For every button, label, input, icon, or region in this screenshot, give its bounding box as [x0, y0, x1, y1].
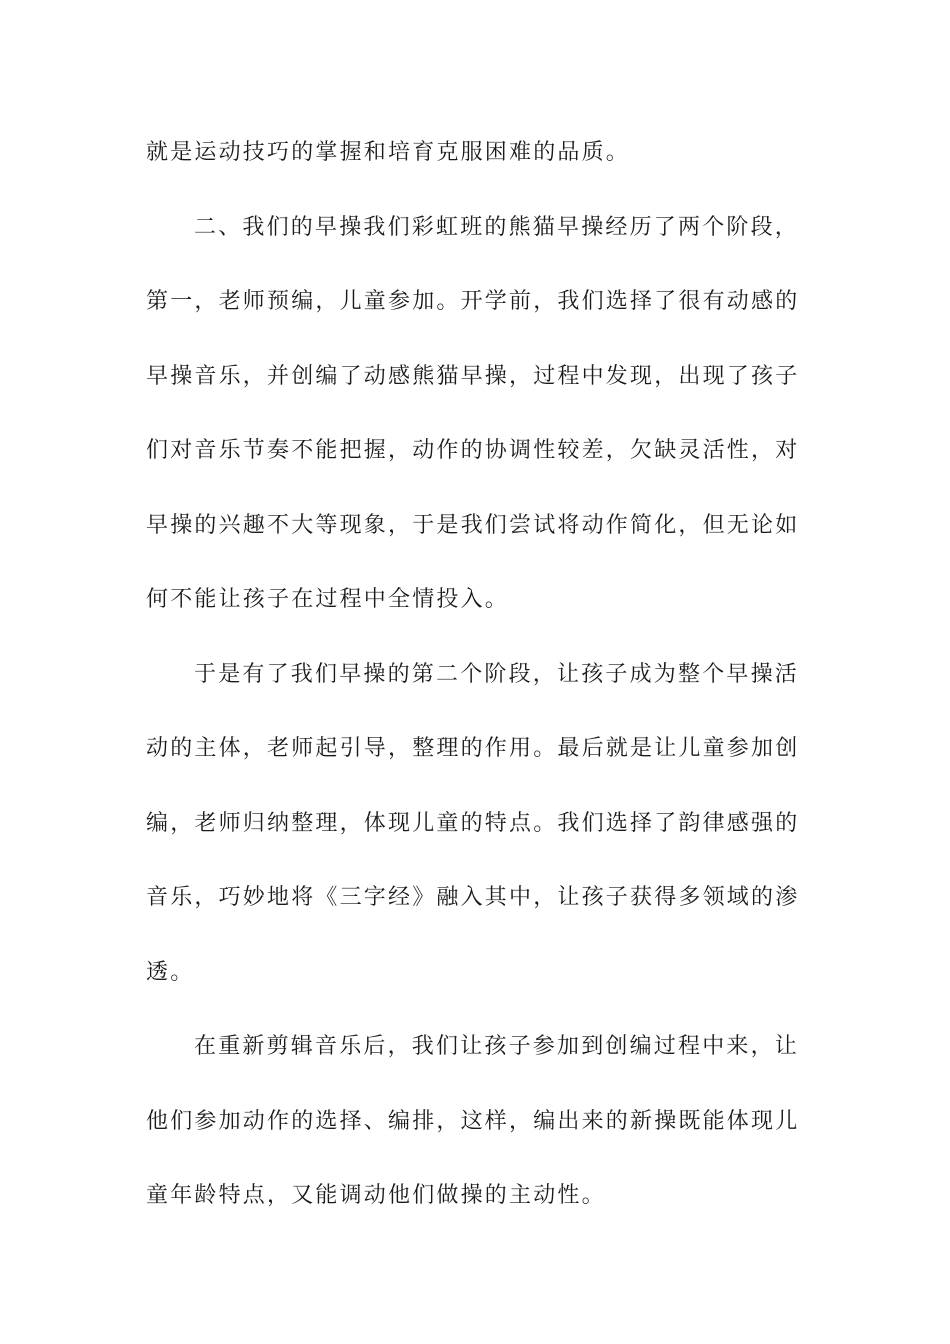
text-line: 早操的兴趣不大等现象，于是我们尝试将动作简化，但无论如: [146, 512, 800, 538]
text-line: 早操音乐，并创编了动感熊猫早操，过程中发现，出现了孩子: [146, 363, 800, 389]
text-line: 编，老师归纳整理，体现儿童的特点。我们选择了韵律感强的: [146, 810, 800, 836]
text-line: 透。: [146, 959, 195, 985]
text-line: 童年龄特点，又能调动他们做操的主动性。: [146, 1183, 606, 1208]
paragraph-first-line: 二、我们的早操我们彩虹班的熊猫早操经历了两个阶段，: [194, 214, 800, 240]
text-line: 他们参加动作的选择、编排，这样，编出来的新操既能体现儿: [146, 1108, 800, 1134]
document-body: [146, 128, 800, 1246]
text-line: 音乐，巧妙地将《三字经》融入其中，让孩子获得多领域的渗: [146, 885, 800, 910]
text-line: 就是运动技巧的掌握和培育克服困难的品质。: [146, 140, 631, 165]
paragraph-first-line: 在重新剪辑音乐后，我们让孩子参加到创编过程中来，让: [194, 1034, 800, 1059]
text-line: 何不能让孩子在过程中全情投入。: [146, 587, 510, 612]
text-line: 们对音乐节奏不能把握，动作的协调性较差，欠缺灵活性，对: [146, 438, 800, 463]
text-line: 动的主体，老师起引导，整理的作用。最后就是让儿童参加创: [146, 736, 800, 761]
text-line: 第一，老师预编，儿童参加。开学前，我们选择了很有动感的: [146, 289, 800, 314]
paragraph-first-line: 于是有了我们早操的第二个阶段，让孩子成为整个早操活: [194, 661, 800, 687]
